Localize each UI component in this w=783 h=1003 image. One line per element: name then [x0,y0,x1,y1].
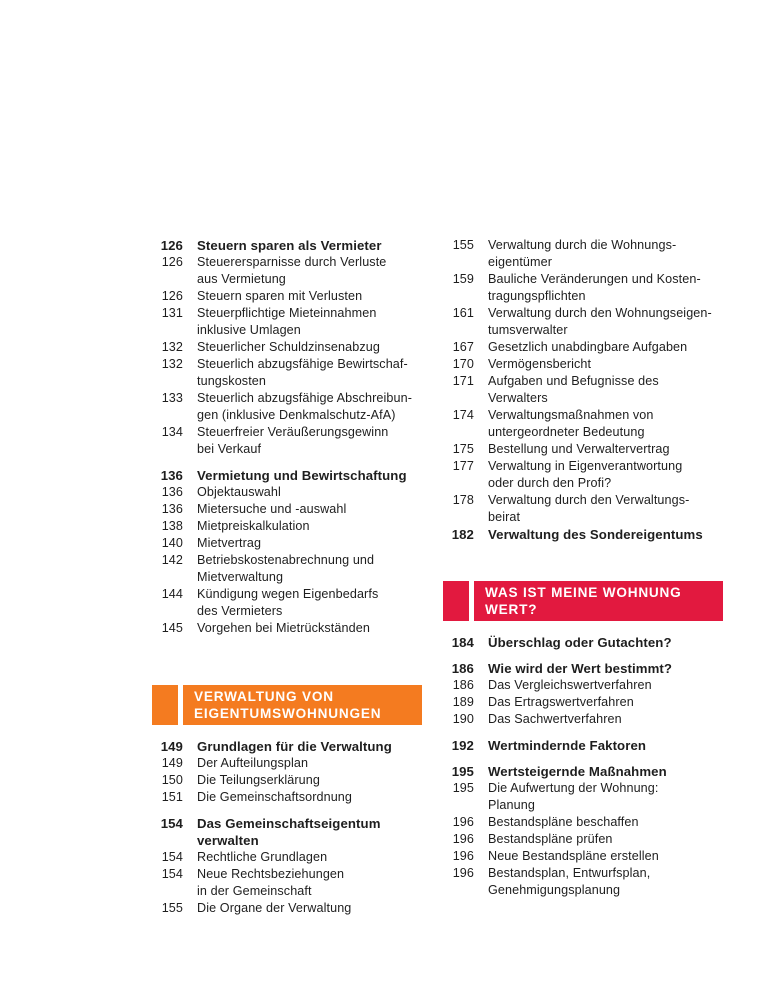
toc-entry[interactable] [152,390,422,424]
toc-page-number: 155 [452,238,474,252]
toc-page-number: 144 [161,587,183,601]
toc-entry[interactable] [443,831,723,848]
toc-group-title: Wertmindernde Faktoren [488,738,647,753]
toc-entry[interactable] [152,586,422,620]
chapter-banner-wohnung-wert [443,581,723,621]
toc-page-number: 196 [452,832,474,846]
toc-page-number: 195 [452,781,474,795]
toc-entry-title: Steuern sparen mit Verlusten [197,289,363,303]
toc-entry[interactable] [443,848,723,865]
toc-group-heading[interactable] [152,738,422,755]
toc-entry-title: Das Vergleichswertverfahren [488,678,652,692]
toc-entry-title: Bestandspläne beschaffen [488,815,639,829]
toc-page-number: 196 [452,815,474,829]
toc-entry[interactable] [152,484,422,501]
toc-left-column [152,237,422,917]
toc-group-title: Grundlagen für die Verwaltung [197,739,392,754]
toc-entry[interactable] [152,501,422,518]
toc-entry-title: Das Sachwertverfahren [488,712,622,726]
toc-group-title: Steuern sparen als Vermieter [197,238,382,253]
toc-entry-title: Steuerfreier Veräußerungsgewinn bei Verkauf [197,425,389,456]
toc-group-heading[interactable] [443,660,723,677]
toc-page-number: 138 [161,519,183,533]
toc-page-number: 126 [161,289,183,303]
toc-entry[interactable] [152,339,422,356]
toc-entry[interactable] [443,458,723,492]
toc-entry[interactable] [443,865,723,899]
toc-entry-title: Steuerlicher Schuldzinsenabzug [197,340,380,354]
toc-entry[interactable] [152,620,422,637]
toc-entry-title: Steuerlich abzugsfähige Abschreibun- gen (inklusive Denkmalschutz-AfA) [197,391,413,422]
toc-entry-title: Bestellung und Verwaltervertrag [488,442,670,456]
toc-page-number: 150 [161,773,183,787]
toc-entry-title: Die Teilungserklärung [197,773,320,787]
toc-entry[interactable] [443,271,723,305]
toc-entry-title: Neue Bestandspläne erstellen [488,849,659,863]
toc-entry[interactable] [443,694,723,711]
toc-group-heading[interactable] [443,763,723,780]
toc-group-heading[interactable] [443,634,723,651]
toc-entry[interactable] [443,677,723,694]
toc-entry-title: Verwaltung durch die Wohnungs- eigentümer [488,238,677,269]
toc-entry[interactable] [152,518,422,535]
toc-page-number: 126 [160,238,183,253]
toc-page-number: 190 [452,712,474,726]
toc-entry[interactable] [152,305,422,339]
toc-entry-title: Steuerpflichtige Mieteinnahmen inklusive Umlagen [197,306,377,337]
toc-group-heading[interactable] [443,737,723,754]
toc-page-number: 178 [452,493,474,507]
toc-section [443,237,723,526]
toc-entry-title: Kündigung wegen Eigenbedarfs des Vermieters [197,587,379,618]
toc-page-number: 167 [452,340,474,354]
toc-entry-title: Mietvertrag [197,536,262,550]
toc-page-number: 170 [452,357,474,371]
toc-page-number: 134 [161,425,183,439]
toc-page-number: 196 [452,849,474,863]
chapter-title: VERWALTUNG VON EIGENTUMSWOHNUNGEN [183,685,422,725]
toc-group-title: Vermietung und Bewirtschaftung [197,468,407,483]
chapter-color-block [152,685,178,725]
toc-section [152,738,422,917]
toc-entry[interactable] [443,441,723,458]
toc-page-number: 126 [161,255,183,269]
toc-entry[interactable] [152,254,422,288]
toc-entry-title: Neue Rechtsbeziehungen in der Gemeinschaft [197,867,345,898]
toc-entry-title: Verwaltungsmaßnahmen von untergeordneter Bedeutung [488,408,654,439]
toc-entry-title: Steuerlich abzugsfähige Bewirtschaf- tungskosten [197,357,408,388]
toc-group-title: Das Gemeinschaftseigentum verwalten [197,816,381,848]
toc-right-column [443,237,723,899]
toc-page-number: 155 [161,901,183,915]
toc-entry-title: Betriebskostenabrechnung und Mietverwaltung [197,553,375,584]
toc-page-number: 154 [161,867,183,881]
toc-entry[interactable] [152,424,422,458]
toc-group-heading[interactable] [443,526,723,543]
toc-page-number: 136 [161,485,183,499]
toc-entry-title: Aufgaben und Befugnisse des Verwalters [488,374,659,405]
toc-page-number: 175 [452,442,474,456]
toc-page-number: 151 [161,790,183,804]
toc-page-number: 142 [161,553,183,567]
toc-page-number: 159 [452,272,474,286]
toc-entry-title: Rechtliche Grundlagen [197,850,328,864]
toc-group-heading[interactable] [152,237,422,254]
toc-group-title: Verwaltung des Sondereigentums [488,527,703,542]
toc-page-number: 149 [161,756,183,770]
toc-group-heading[interactable] [152,815,422,849]
toc-entry-title: Mietpreiskalkulation [197,519,310,533]
toc-entry-title: Gesetzlich unabdingbare Aufgaben [488,340,688,354]
toc-page-number: 132 [161,357,183,371]
toc-entry[interactable] [152,900,422,917]
toc-page-number: 186 [452,678,474,692]
chapter-color-block [443,581,469,621]
toc-entry-title: Vorgehen bei Mietrückständen [197,621,370,635]
toc-page-number: 171 [452,374,474,388]
toc-page-number: 161 [452,306,474,320]
toc-page-number: 149 [160,739,183,754]
toc-section [443,526,723,543]
toc-page-number: 133 [161,391,183,405]
toc-entry[interactable] [443,237,723,271]
toc-page-number: 177 [452,459,474,473]
toc-entry[interactable] [152,552,422,586]
toc-entry-title: Verwaltung in Eigenverantwortung oder durch den Profi? [488,459,683,490]
toc-page-number: 186 [451,661,474,676]
toc-entry-title: Objektauswahl [197,485,281,499]
toc-entry-title: Verwaltung durch den Verwaltungs- beirat [488,493,690,524]
toc-page-number: 154 [161,850,183,864]
toc-group-title: Wertsteigernde Maßnahmen [488,764,667,779]
chapter-title: WAS IST MEINE WOHNUNG WERT? [474,581,723,621]
toc-page-number: 189 [452,695,474,709]
toc-section [152,237,422,637]
toc-entry[interactable] [152,535,422,552]
toc-page-number: 192 [451,738,474,753]
toc-entry[interactable] [152,789,422,806]
toc-page-number: 132 [161,340,183,354]
toc-entry-title: Steuerersparnisse durch Verluste aus Vermietung [197,255,387,286]
toc-entry-title: Mietersuche und -auswahl [197,502,347,516]
toc-entry-title: Bauliche Veränderungen und Kosten- tragungspflichten [488,272,701,303]
toc-page-number: 195 [451,764,474,779]
toc-entry-title: Bestandspläne prüfen [488,832,613,846]
toc-entry[interactable] [443,780,723,814]
toc-page-number: 174 [452,408,474,422]
toc-page-number: 136 [160,468,183,483]
toc-entry[interactable] [443,356,723,373]
toc-entry[interactable] [152,866,422,900]
toc-page-number: 182 [451,527,474,542]
toc-entry[interactable] [443,339,723,356]
toc-entry[interactable] [152,772,422,789]
toc-entry[interactable] [443,814,723,831]
toc-entry-title: Die Gemeinschaftsordnung [197,790,353,804]
toc-entry[interactable] [443,711,723,728]
toc-entry-title: Verwaltung durch den Wohnungseigen- tumsverwalter [488,306,712,337]
toc-page-number: 145 [161,621,183,635]
toc-page-number: 196 [452,866,474,880]
toc-entry[interactable] [152,755,422,772]
toc-section [443,634,723,899]
toc-entry-title: Das Ertragswertverfahren [488,695,634,709]
toc-page-number: 131 [161,306,183,320]
toc-entry-title: Die Organe der Verwaltung [197,901,352,915]
chapter-banner-eigentumswohnungen [152,685,422,725]
toc-entry[interactable] [443,373,723,407]
toc-page-number: 140 [161,536,183,550]
toc-page-number: 184 [451,635,474,650]
toc-entry[interactable] [443,305,723,339]
toc-group-title: Wie wird der Wert bestimmt? [488,661,673,676]
toc-entry[interactable] [152,849,422,866]
toc-entry-title: Vermögensbericht [488,357,592,371]
toc-entry[interactable] [152,356,422,390]
toc-group-heading[interactable] [152,467,422,484]
toc-entry-title: Der Aufteilungsplan [197,756,309,770]
toc-group-title: Überschlag oder Gutachten? [488,635,672,650]
toc-entry[interactable] [443,407,723,441]
toc-entry[interactable] [443,492,723,526]
toc-page-number: 154 [160,816,183,831]
toc-entry-title: Bestandsplan, Entwurfsplan, Genehmigungsplanung [488,866,651,897]
toc-entry[interactable] [152,288,422,305]
toc-entry-title: Die Aufwertung der Wohnung: Planung [488,781,659,812]
toc-page-number: 136 [161,502,183,516]
